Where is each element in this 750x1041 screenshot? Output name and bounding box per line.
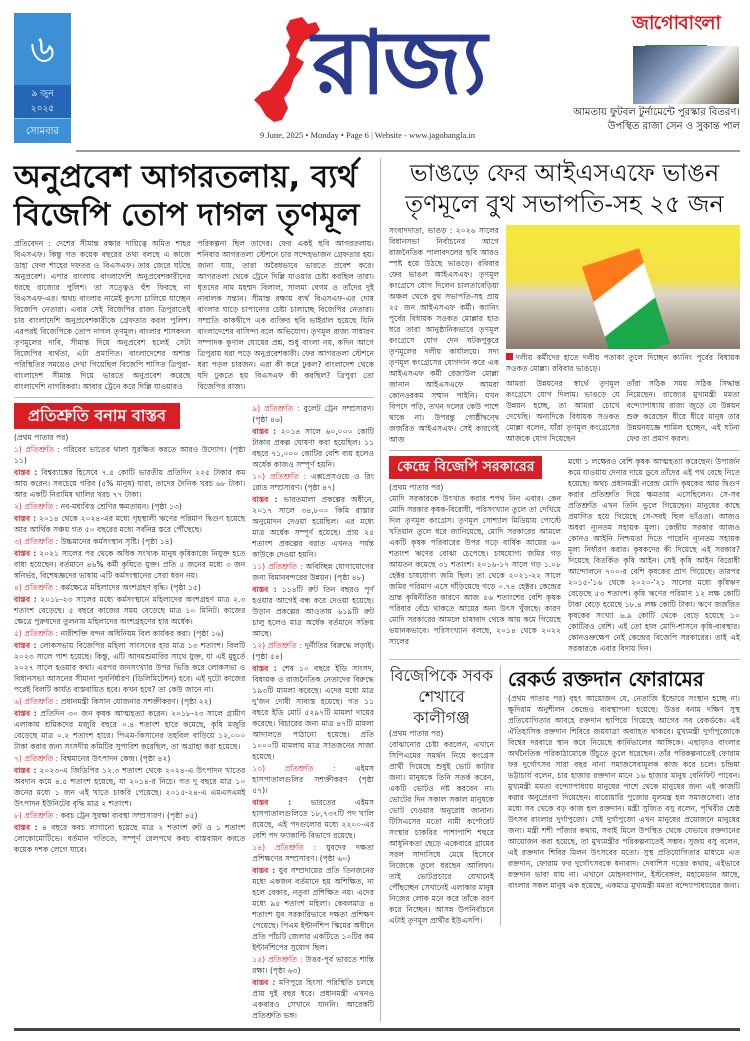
left-section [14, 158, 374, 1022]
promise-text: কর্মক্ষেত্রে মহিলাদের অংশগ্রহণ বৃদ্ধি। (পৃষ্ঠা ১৫) [60, 583, 201, 592]
promise-label: ১১) প্রতিশ্রুতি : [252, 562, 303, 571]
story1-headline-line-2: বিজেপি তোপ দাগল তৃণমূল [14, 197, 360, 233]
story1-headline-line-1: অনুপ্রবেশ আগরতলায়, ব্যর্থ [14, 159, 358, 195]
promise-label: ১৫) প্রতিশ্রুতি : [252, 955, 303, 964]
story1-headline [14, 158, 374, 234]
promise-label: ৫) প্রতিশ্রুতি : [14, 629, 59, 638]
story5-headline-line-2: শেখাবে কালীগঞ্জ [413, 687, 470, 727]
story5-column [389, 728, 494, 926]
reality-item [252, 494, 374, 560]
reality-text: ৪ বছরে কবচ লাগানো হয়েছে মাত্র ২ শতাংশ রুট ও ১ শতাংশ লোকোমোটিভে। বর্তমান গতিতে, সম্পূর্ণ রেলপথে কবচ বাস্তবায়ন করতে কয়েক দশক লেগে যাবে। [14, 823, 246, 854]
promise-item [14, 582, 245, 593]
page-bottom-rule [14, 1028, 740, 1031]
promise-label: ৪) প্রতিশ্রুতি : [14, 583, 59, 592]
masthead [14, 10, 740, 150]
dateline-date: 9 June, 2025 [260, 130, 304, 140]
promise-text: গরিবের ভাতের থালা সুরক্ষিত করতে আরও উদ্যোগ। (পৃষ্ঠা ১১) [14, 445, 246, 465]
reality-item [252, 865, 374, 953]
reality-label: বাস্তব : [14, 514, 37, 523]
promise-item [252, 471, 374, 493]
promo-caption-line-2: উপস্থিত রাজা সেন ও সুকান্ত পাল [607, 121, 740, 132]
story4-divider [389, 659, 740, 660]
promise-label: ১৪) প্রতিশ্রুতি : [252, 843, 317, 852]
promise-item [14, 536, 245, 547]
reality-item [14, 640, 245, 695]
story4-body-1: মোদি সরকারকে উৎখাত করার শপথ নিন এবার। কেন মোদি সরকার কৃষক-বিরোধী, পরিসংখ্যান তুলে তা দেখিয়ে দিল তৃণমূল কংগ্রেস। তৃণমূল সোশ্যাল মিডিয়ায় পোস্টে খতিয়ান তুলে ধরে জানিয়েছে, মোদি সরকারের আমলে একটি কৃষক পরিবারের উপর গড়ে বার্ষিক আয়ের ৬০ শতাংশ ঋণের বোঝা চেপেছে। চাষযোগ্য জমির গড় আয়তন কমেছে ৩১ শতাংশ। ২০১৬-১৭ সালে গড় ১.০৮ হেক্টর চাষযোগ্য জমি ছিল। তা থেকে ২০২১-২২ সালে জমির পরিমাণ এসে দাঁড়িয়েছে গড়ে ০.৭৪ হেক্টর। কেন্দ্রের ভ্রান্ত কৃষিনীতির কারণে আজ ৫৬ শতাংশের বেশি কৃষক পরিবার বেঁচে থাকতে আয়ের অন্য উৎস খুঁজছে। কারণ মোদি সরকারের আমলে চাষাবাদ থেকে আয় কমে গিয়েছে ভয়ানকভাবে। পরিসংখ্যান বলছে, ২০১৪ থেকে ২০২২ সালের [389, 494, 561, 646]
promise-item [252, 842, 374, 864]
issue-weekday: সোমবার [14, 118, 71, 143]
story6-body: (প্রথম পাতার পর) বৃহৎ আয়োজন যে, নেতাজি ইন্ডোরে সংস্থান হচ্ছে না। ক্ষুদিরাম অনুশীলন কেন্দ্রেও ব্যবস্থাপনা হয়েছে। উত্তর বনাম দক্ষিণ সুস্থ প্রতিযোগিতার আবহে রক্তদান ছাপিয়ে গিয়েছে আগের সব রেকর্ডকে। এই ঐতিহাসিক রক্তদান শিবিরে জয়যাত্রা অব্যাহত থাকবে। মুখ্যমন্ত্রী দুর্গাপুজোকে বিশ্বের দরবারে স্থান করে নিয়েছে কার্নিভালের আঙ্গিকে। এছাড়াও বাংলার অর্থনৈতিক পরিকাঠামোকে উঁচুতে তুলে ধরেছেন। তাঁর পরিকল্পনাতেই ফোরাম ফর দুর্গোৎসব সারা বছর নানা সমাজসেবামূলক কাজ করে চলে। চন্দ্রিমা ভট্টাচার্য বলেন, চার হাজার রক্তদান মানে ১৬ হাজার মানুষ বেনিফিট পাবেন। মুখ্যমন্ত্রী মমতা বন্দ্যোপাধ্যায় মানুষের পাশে থেকে মানুষের জন্য এই কাজটি করার অনুপ্রেরণা দিয়েছেন। বারোয়ারি পুজোর মূলমন্ত্র হল সমাজসেবা। তার মধ্যে সব থেকে বড় কাজ হল রক্তদান। মন্ত্রী সুজিত বসু বলেন, পৃথিবীর শ্রেষ্ঠ উৎসব বাংলার দুর্গাপুজো। সেই দুর্গাপুজো এখন মানুষের প্রয়োজনে মানুষের জন্য। মন্ত্রী শশী পাঁজার কথায়, সবাই মিলে উপস্থিত থেকে যেভাবে রক্তদানের আয়োজন করা হয়েছে, তা মুখ্যমন্ত্রীর পরিকল্পনাতেই সম্ভব। সুজয় বসু বলেন, এই রক্তদান শিবির মিলন উৎসবের মতো। সুস্থ প্রতিযোগিতার মাধ্যমে এত রক্তদান, ফোরাম ফর দুর্গোৎসবকে ধন্যবাদ। দেবাশিস দত্তের কথায়, এইভাবে রক্তদান ভাবা যায় না। এখানে মোহনবাগান, ইস্টবেঙ্গল, মহামেডান আছে, বাংলার সকল মানুষ এক হয়েছে, একমাত্র মুখ্যমন্ত্রী মমতা বন্দ্যোপাধ্যায়ের জন্য। [508, 694, 740, 890]
reality-item [252, 977, 374, 1021]
story3-column-1 [14, 403, 245, 1022]
caption-marker-icon [506, 353, 513, 360]
story1-column-1: প্রতিবেদন : দেশের সীমান্ত রক্ষার দায়িত্বে অমিত শাহর বিএসএফ। কিন্তু গত কয়েক বছরের তথ্য বলছে এ কাজে ডাহা ফেল শাহের দফতর ও বিএসএফ। তার জেরে ঘটছে অনুপ্রবেশ। এপার বাংলায় বাংলাদেশি অনুপ্রবেশকারীদের ধরছে রাজ্যের পুলিশ। তা সত্ত্বেও হুঁশ ফিরছে না বিএসএফ-এর। অথচ বাংলার নামেই কুৎসা চালিয়ে যাচ্ছেন বিজেপি নেতারা। এবার সেই বিজেপির রাজ্য ত্রিপুরাতেই চার বাংলাদেশি অনুপ্রবেশকারীকে গ্রেফতার করল পুলিশ। এরপরই বিজেপিকে তোপ দাগল তৃণমূল। বাংলার শাসকদল তৃণমূলের দাবি, সীমান্ত দিয়ে অনুপ্রবেশ হলেই সেটা বিজেপির ব্যর্থতা, এটা প্রমাণিত। বাংলাদেশের অশান্ত পরিস্থিতির সময়েও দেখা গিয়েছিল বিজেপি শাসিত ত্রিপুরা-বাংলাদেশ সীমান্ত দিয়ে ভারতে অনুপ্রবেশ করেছে বাংলাদেশি নাগরিকরা। আবার ট্রেনে করে দিল্লি যাওয়ারও [14, 239, 191, 391]
reality-text: ২০২৩-এ জিডিপির ১২.৩ শতাংশ থেকে ২০২৪-এ উৎপাদন খাতের অবদান কমে ৪.৫ শতাংশ হয়েছে, যা ২০১৪-র নিচে। গত দু বছরে মাত্র ১০ জনের মধ্যে ১ জন এই খাতে চাকরি পেয়েছে। ২০১৫-২৪-এ এমএসএমই উৎপাদন ইউনিটের বৃদ্ধি মাত্র ২ শতাংশ। [14, 766, 246, 808]
promo-photo [633, 46, 739, 104]
promise-label: ৮) প্রতিশ্রুতি : [14, 811, 59, 820]
reality-label: বাস্তব : [14, 766, 37, 775]
promise-text: নারীশক্তি বন্দন অধিনিয়ম বিল কার্যকর করা। (পৃষ্ঠা ১৬) [60, 629, 224, 638]
reality-text: ভারতের এইমস হাসপাতালগুলিতে ১৮,৭৩৭টি পদ খালি রয়েছে, এই পদগুলোর মধ্যে ২২০০-এর বেশি পদ ফ্যাকাল্টি বিভাগে রয়েছে। [252, 798, 374, 840]
reality-label: বাস্তব : [252, 585, 277, 594]
story6-headline: রেকর্ড রক্তদান ফোরামের [508, 667, 704, 691]
promise-label: ৭) প্রতিশ্রুতি : [14, 754, 59, 763]
reality-label: বাস্তব : [252, 664, 277, 673]
reality-label: বাস্তব : [252, 495, 278, 504]
dateline-page: Page 6 [346, 130, 369, 140]
promise-item [14, 628, 245, 639]
story5 [389, 665, 501, 926]
promise-label: ১০) প্রতিশ্রুতি : [252, 472, 307, 481]
promise-text: এক্সপ্রেসওয়ে ও রিং রোড সম্প্রসারণ। (পৃষ্ঠা ৪৭) [252, 472, 374, 492]
reality-text: প্রতিদিন ৩০ জন কৃষক আত্মহত্যা করেন। ২০১৮-২৩ সালে গ্রামীণ এলাকায় শ্রমিকদের মজুরি বছরে ০.৪ শতাংশ হারে কমেছে, কৃষি মজুরি বেড়েছে মাত্র ০.২ শতাংশ হারে। পিএম-কিসানের তহবিল বাড়িয়ে ১২,০০০ টাকা করার জন্য সংসদীয় কমিটির সুপারিশ করেছিল, তা অগ্রাহ্য করা হয়েছে। [14, 709, 246, 751]
reality-item [252, 797, 374, 841]
reality-text: মণিপুরে হিংসা পরিস্থিতি চলছে প্রায় দুই বছর ধরে। প্রধানমন্ত্রী এখনও একবারও সেখানে যাননি। আরেকটি প্রতিশ্রুতি ভঙ্গ। [252, 978, 374, 1020]
reality-text: ২০২১ সালের পর থেকে অধিক সংখ্যক মানুষ কৃষিকাজে নিযুক্ত হতে বাধ্য হয়েছেন। বর্তমানে ৪৬% কর্মী কৃষিতে যুক্ত। প্রতি ৫ জনের মধ্যে ৩ জন স্বনির্ভর, বিশেষজ্ঞদের ভাষায় এটি কর্মসংস্থানের সেরা ধরন নয়। [14, 549, 246, 580]
promise-text: এইমস হাসপাতালগুলির সশক্তীকরণ (পৃষ্ঠা ৫৭)। [252, 764, 374, 795]
issue-date [14, 85, 71, 118]
promise-item [252, 954, 374, 976]
reality-label: বাস্তব : [252, 798, 292, 807]
story1-column-2: পরিকল্পনা ছিল তাদের। ফের একই ছবি আগরতলায়। শনিবার আগরতলা স্টেশনে চার সন্দেহভাজন গ্রেফতার হয়। জানা যায়, তারা অবৈধভাবে ভারতে প্রবেশ করে। আগরতলা থেকে ট্রেনে দিল্লি যাওয়ার চেষ্টা করছিল তারা। ধৃতদের নাম মহম্মদ বিলাল, সালমা বেগম ও তাঁদের দুই নাবালক সন্তান। সীমান্ত রক্ষায় ব্যর্থ বিএসএফ-এর দোষ বাংলার ঘাড়ে চাপানোর চেষ্টা চালাচ্ছে বিজেপির নেতারা। সম্প্রতি কাকদ্বীপে এক ব্যক্তির ছবি ভাইরাল হয়েছে যিনি বাংলাদেশের বাসিন্দা বলে অভিযোগ। তৃণমূল রাজ্য সাধারণ সম্পাদক কুণাল ঘোষের প্রশ্ন, শুধু বাংলা নয়, কদিন আগে ত্রিপুরায় ধরা পড়ে অনুপ্রবেশকারী। ফের আগরতলা স্টেশনে ধরা পড়ল চারজন। এরা কী করে ঢুকল? বাংলাদেশ থেকে যদি ঢুকতে হয় বিএসএফ কী করছিল? ত্রিপুরা তো বিজেপির রাজ্য। [197, 239, 374, 391]
reality-text: ভারতমালা প্রকল্পের অধীনে, ২০১৭ সালে ৩৪,৮০০ কিমি রাস্তার অনুমোদন দেওয়া হয়েছিল। এর মধ্যে মাত্র অর্ধেক সম্পূর্ণ হয়েছে। প্রায় ২৫ শতাংশ প্রকল্পের বরাত এখনও পর্যন্ত কাউকে দেওয়া হয়নি। [252, 495, 374, 559]
reality-item [252, 584, 374, 639]
story5-body: বোঝানোর চেষ্টা করলেন, এখানে সিপিএমের সমর্থন নিয়ে কংগ্রেস প্রার্থী দিয়েছে শুধুই ভোট কাটার জন্য। মানুষকে তিনি সতর্ক করেন, একটি ভোটও নষ্ট করবেন না। ভোটের দিন সকাল সকাল মানুষকে ভোট দেওয়ার অনুরোধ জানান। টিসিএসের মতো নামী কর্পোরেট সংস্থার চাকরির পাশাপাশি শহুরে আধুনিকতা ছেড়ে একেবারে গ্রামের সরল সাদাসিধে মেয়ে হিসেবে নিজেকে তুলে ধরছেন আলিফা। তাই ভোটপ্রচারে যেখানেই পৌঁছচ্ছেন সেখানেই এলাকার মানুষ নিজের লোক মনে করে তাঁকে বরণ করে নিচ্ছেন। আসন্ন উপনির্বাচনে এটাই তৃণমূল প্রার্থীর ইউএসপি। [389, 740, 494, 925]
reality-label: বাস্তব : [14, 709, 37, 718]
story6 [508, 665, 740, 926]
story3-banner: প্রতিশ্রুতি বনাম বাস্তব [14, 403, 180, 429]
story2-divider [389, 450, 740, 451]
reality-item [252, 663, 374, 762]
promise-text: উচ্চমানের কর্মসংস্থান সৃষ্টি। (পৃষ্ঠা ১৪) [60, 537, 173, 546]
reality-label: বাস্তব : [14, 595, 37, 604]
reality-text: যুব সম্প্রদায়ের প্রতি তিনজনের মধ্যে একজন বর্তমানে হয় অশিক্ষিত, না হলে বেকার, নতুবা প্রশিক্ষিত নয়। এদের মধ্যে ৯৫ শতাংশ মহিলা। কেবলমাত্র ৪ শতাংশ যুব সরকারিভাবে দক্ষতা প্রশিক্ষণ পেয়েছে। পিএম ইন্টার্নশিপ স্কিমের অধীনে প্রতি পাঁচটি জেলার একটিতে ১০টির কম ইন্টার্নশিপের সুযোগ ছিল। [252, 866, 374, 952]
reality-label: বাস্তব : [14, 549, 37, 558]
section-logo [250, 12, 530, 127]
masthead-divider [76, 150, 740, 152]
promise-text: উত্তর-পূর্ব ভারতে শান্তি রক্ষা। (পৃষ্ঠা ৬৩) [252, 955, 374, 975]
reality-text: বিশ্বব্যাঙ্কের হিসেবে ৭.৫ কোটি ভারতীয় প্রতিদিন ২২৫ টাকার কম আয় করেন। সবচেয়ে গরিব (৫% মানুষ) যারা, তাদের দৈনিক খরচ ৬৮ টাকা। আর একটি নিরামিষ থালির খরচ ৭৭ টাকা। [14, 468, 246, 499]
promise-item [252, 403, 374, 425]
promo-caption-line-1: আমতায় ফুটবল টুর্নামেন্টে পুরস্কার বিতরণ। [573, 107, 740, 118]
right-section [380, 158, 740, 1022]
story5-headline [389, 665, 494, 728]
reality-label: বাস্তব : [252, 427, 277, 436]
promise-text: বিশ্বমানের উৎপাদন কেন্দ্র। (পৃষ্ঠা ৪২) [60, 754, 171, 763]
story2-column-1: সংবাদদাতা, ভাঙড় : ২০২৬ সালের বিধানসভা নির্বাচনের আগে রাজনৈতিক পালাবদলের ছবি আরও স্পষ্ট হয়ে উঠছে ভাঙড়ে। রবিবার ফের ভাঙল আইএসএফ। তৃণমূল কংগ্রেসে যোগ দিলেন চালতাবেড়িয়া অঞ্চল থেকে বুথ সভাপতি-সহ প্রায় ২৫ জন আইএসএফ কর্মী। ক্যানিং পূর্বের বিধায়ক সওকত মোল্লার হাত ধরে তারা আনুষ্ঠানিকভাবে তৃণমূল কংগ্রেসে যোগ দেন ঘটকপুকুরে তৃণমূলের দলীয় কার্যালয়ে। সদ্য তৃণমূল কংগ্রেসের যোগদান করে এক আইএসএফ কর্মী রেজাউল মোল্লা জানান আইএসএফে আমরা কোনওরকম সম্মান পাইনি। যখন বিপদে পড়ি, তখন দলের কেউ পাশে থাকে না। উপরন্তু গোষ্ঠীদ্বন্দ্বে জর্জরিত আইএসএফ। সেই কারণেই আজ [389, 226, 499, 444]
story5-headline-line-1: বিজেপিকে সবক [389, 666, 494, 685]
reality-item [252, 426, 374, 470]
reality-item [14, 822, 245, 855]
promise-item [14, 501, 245, 512]
reality-text: ১১৪টি রুট তিন বছরও পূর্ণ হওয়ার আগেই বন্ধ করে দেওয়া হয়েছে। উড়ান প্রকল্পের আওতায় ৬১৯টি রুট চালু হলেও মাত্র অর্ধেক বর্তমানে সক্রিয় আছে। [252, 585, 374, 638]
issue-date-day-month: ৯ জুন [31, 89, 54, 99]
dateline-day: Monday [310, 130, 339, 140]
story3-column-2 [252, 403, 374, 1022]
dateline-website[interactable]: Website - www.jagobangla.in [374, 130, 476, 140]
promise-item [252, 561, 374, 583]
promise-text: অবিচ্ছিন্ন যোগাযোগের জন্য বিমানবন্দরের উন্নয়ন। (পৃষ্ঠা ৪৮) [252, 562, 374, 582]
promise-text: নব-মধ্যবিত্ত শ্রেণির ক্ষমতায়ন। (পৃষ্ঠা ১৩) [60, 502, 182, 511]
story5-continued: (প্রথম পাতার পর) [389, 729, 444, 738]
promise-text: বুলেট ট্রেন সম্প্রসারণ। (পৃষ্ঠা ৪৬) [252, 404, 374, 424]
promise-label: ৩) প্রতিশ্রুতি : [14, 537, 59, 546]
reality-text: শেষ ১০ বছরে ইডি সাংসদ, বিধায়ক ও রাজনৈতিক নেতাদের বিরুদ্ধে ১৯৩টি মামলা করেছে। এদের মধ্যে মাত্র দু'জন দোষী সাব্যস্ত হয়েছে। গত ১১ বছরে ইডি মোট ৫২৯৭টি মামলা দায়ের করেছে। বিচারের জন্য মাত্র ৪৭টি মামলা আদালতে পাঠানো হয়েছে। প্রতি ১০০০টি মামলায় মাত্র সাতজনের সাজা হয়েছে। [252, 664, 374, 761]
promise-item [252, 763, 374, 796]
reality-item [14, 467, 245, 500]
page-number: ৬ [30, 27, 55, 71]
reality-text: ২০১৮-২৩ সালের মধ্যে কর্মসংস্থানে মহিলাদের অংশগ্রহণ মাত্র ২.৩ শতাংশ বেড়েছে। ৫ বছরে কাজের সময় বেড়েছে মাত্র ১০ মিনিট। কাজের ক্ষেত্রে পুরুষদের তুলনায় মহিলাদের অংশগ্রহণের হার অর্ধেক। [14, 595, 246, 626]
promise-label: ৬) প্রতিশ্রুতি : [14, 697, 59, 706]
promise-label: ৯) প্রতিশ্রুতি : [252, 404, 300, 413]
promise-text: যুবদের দক্ষতা প্রশিক্ষণের সম্প্রসারণ। (পৃষ্ঠা ৬০) [252, 843, 374, 863]
party-flag [582, 248, 670, 349]
promise-text: প্রধানমন্ত্রী কিসান যোজনার সশক্তীকরণ। (পৃষ্ঠা ২২) [60, 697, 212, 706]
promo-caption [534, 106, 740, 134]
promise-item [252, 640, 374, 662]
story1-divider [14, 397, 374, 398]
dateline: 9 June, 2025 • Monday • Page 6 | Website - www.jagobangla.in [260, 130, 476, 140]
reality-label: বাস্তব : [252, 866, 276, 875]
story2-photo-caption: দলীয় কর্মীদের হাতে দলীয় পতাকা তুলে দিচ্ছেন ক্যানিং পূর্বের বিধায়ক সওকত মোল্লা। রবিবার ভাঙড়ে। [506, 353, 740, 373]
reality-text: লোকসভায় বিজেপির মহিলা সাংসদের হার মাত্র ১৩ শতাংশ। বিলটি ২০২৩ সালে পাশ হয়েছে। কিন্তু, এটি আদমশুমারির সাথে যুক্ত, যা এই মুহূর্তে ২০২৭ সালে হওয়ার কথা। এরপর জনসংখ্যার উপর ভিত্তি করে লোকসভা ও বিধানসভা আসনের সীমানা পুনর্নির্ধারণ (ডিলিমিটেশন) হবে। এই দুটো কাজের পরেই বিলটি কার্যত বাস্তবায়িত হবে। কখন হবে? তা কেউ জানে না। [14, 641, 246, 694]
story2-column-2: আমরা উন্নয়নের স্বার্থে তৃণমূল কংগ্রেসে যোগ দিলাম। ভাঙড়ে যে উন্নয়ন হচ্ছে, তা আমরা চোখে দেখেছি। অন্যদিকে বিধায়ক সওকত মোল্লা বলেন, যাঁরা তৃণমূল কংগ্রেসের আজকে যোগ দিয়েছেন [506, 379, 620, 443]
story2-column-3: তাঁরা সঠিক সময় সঠিক সিদ্ধান্ত নিয়েছেন। রাজ্যের মুখ্যমন্ত্রী মমতা বন্দ্যোপাধ্যায় রাজ্য জুড়ে যে উন্নয়ন শুরু করেছেন ধীরে ধীরে মানুষ তার উন্নয়নযজ্ঞে শামিল হচ্ছেন, এই ঘটনা ফের তা প্রমাণ করল। [626, 379, 740, 443]
story4-column-2: মধ্যে ১ লক্ষেরও বেশি কৃষক আত্মহত্যা করেছেন। উপার্জন কমে যাওয়ায় দেনার দায়ে ডুবে তাঁদের এই পথ বেছে নিতে হয়েছে। অথচ প্রধানমন্ত্রী নরেন্দ্র মোদি কৃষকের আয় দ্বিগুণ করার প্রতিশ্রুতি দিয়ে ক্ষমতায় এসেছিলেন। সে-সব প্রতিশ্রুতি এখন তিনি ভুলে গিয়েছেন। মানুষের কাছে প্রমাণিত হয়ে গিয়েছে সে-সবই ছিল ভাঁওতা। আজও অধরা ন্যূনতম সহায়ক মূল্য। কেন্দ্রীয় সরকার আজও কোনও আইনি নিশ্চয়তা দিতে পারেনি ন্যূনতম সহায়ক মূল্য নির্ধারণ করার। কৃষকদের কী দিয়েছে এই সরকার? দিয়েছে বিতর্কিত কৃষি আইন। সেই কৃষি আইন বিরোধী আন্দোলনে ৭০০-র বেশি কৃষকের প্রাণ গিয়েছে। তারপর ২০১৫-'১৬ থেকে ২০২০-'২১ সালের মধ্যে কৃষিঋণ বেড়েছে ৫৩ শতাংশ। কৃষি ঋণের পরিমাণ ১২ লক্ষ কোটি টাকা বেড়ে হয়েছে ১৮.৪ লক্ষ কোটি টাকা। ঋণে জর্জরিত কৃষকের সংখ্যা ৬.৯ কোটি থেকে বেড়ে হয়েছে ১০ কোটিরও বেশি। এই তো হাল মোদি-শাসনে কৃষি-ব্যবস্থার। কোনওভ্রুক্ষেপ নেই কেন্দ্রের বিজেপি সরকারের। তাই এই সরকারকে এবার বিদায় দিন। [568, 457, 740, 653]
story4-banner: কেন্দ্রে বিজেপি সরকারের [389, 456, 542, 479]
story3 [14, 403, 374, 1022]
promise-label: ২) প্রতিশ্রুতি : [14, 502, 59, 511]
reality-item [14, 513, 245, 535]
story2-headline [389, 158, 740, 220]
reality-text: ২০১৪ সালে ৬০,০০০ কোটি টাকার প্রকল্প ঘোষণা করা হয়েছিল। ১১ বছরে ৭১,০০০ কোটির বেশি ব্যয় হলেও অর্ধেক কাজও সম্পূর্ণ হয়নি। [252, 427, 375, 469]
promise-text: কবচ ট্রেন সুরক্ষা ব্যবস্থা সম্প্রসারণ। (পৃষ্ঠা ৪৫) [60, 811, 198, 820]
section-title: রাজ্য [312, 11, 485, 114]
story4-column-1 [389, 456, 561, 654]
reality-item [14, 594, 245, 627]
story2-headline-line-2: তৃণমূলে বুথ সভাপতি-সহ ২৫ জন [405, 190, 724, 218]
story2-photo [506, 225, 740, 349]
story4-continued: (প্রথম পাতার পর) [389, 483, 444, 492]
reality-text: ২০১৪ থেকে ২০২৪-এর মধ্যে গৃহস্থালী ঋণের পরিমাণ দ্বিগুণ হয়েছে আর আর্থিক সঞ্চয় গত ৫০ বছরের মধ্যে সর্বনিম্ন স্তরে পৌঁছেছে। [14, 514, 246, 534]
promise-item [14, 753, 245, 764]
promise-item [14, 444, 245, 466]
issue-date-year: ২০২৫ [30, 104, 55, 114]
promise-item [14, 696, 245, 707]
reality-item [14, 765, 245, 809]
promise-label: ১৩) প্রতিশ্রুতি : [252, 764, 336, 773]
page-date-box [14, 13, 71, 143]
promise-label: ১) প্রতিশ্রুতি : [14, 445, 60, 454]
promise-label: ১২) প্রতিশ্রুতি : [252, 641, 303, 650]
reality-item [14, 548, 245, 581]
reality-label: বাস্তব : [14, 468, 38, 477]
content-grid [14, 158, 740, 1022]
reality-label: বাস্তব : [252, 978, 276, 987]
story2-headline-line-1: ভাঙড়ে ফের আইএসএফে ভাঙন [409, 159, 720, 187]
story3-continued: (প্রথম পাতার পর) [14, 433, 69, 442]
promise-item [14, 810, 245, 821]
reality-item [14, 708, 245, 752]
reality-label: বাস্তব : [14, 641, 37, 650]
reality-label: বাস্তব : [14, 823, 38, 832]
promise-text: দুর্নীতির বিরুদ্ধে লড়াই। (পৃষ্ঠা ৫৪) [252, 641, 375, 661]
brand-name: জাগোবাংলা [631, 12, 721, 34]
